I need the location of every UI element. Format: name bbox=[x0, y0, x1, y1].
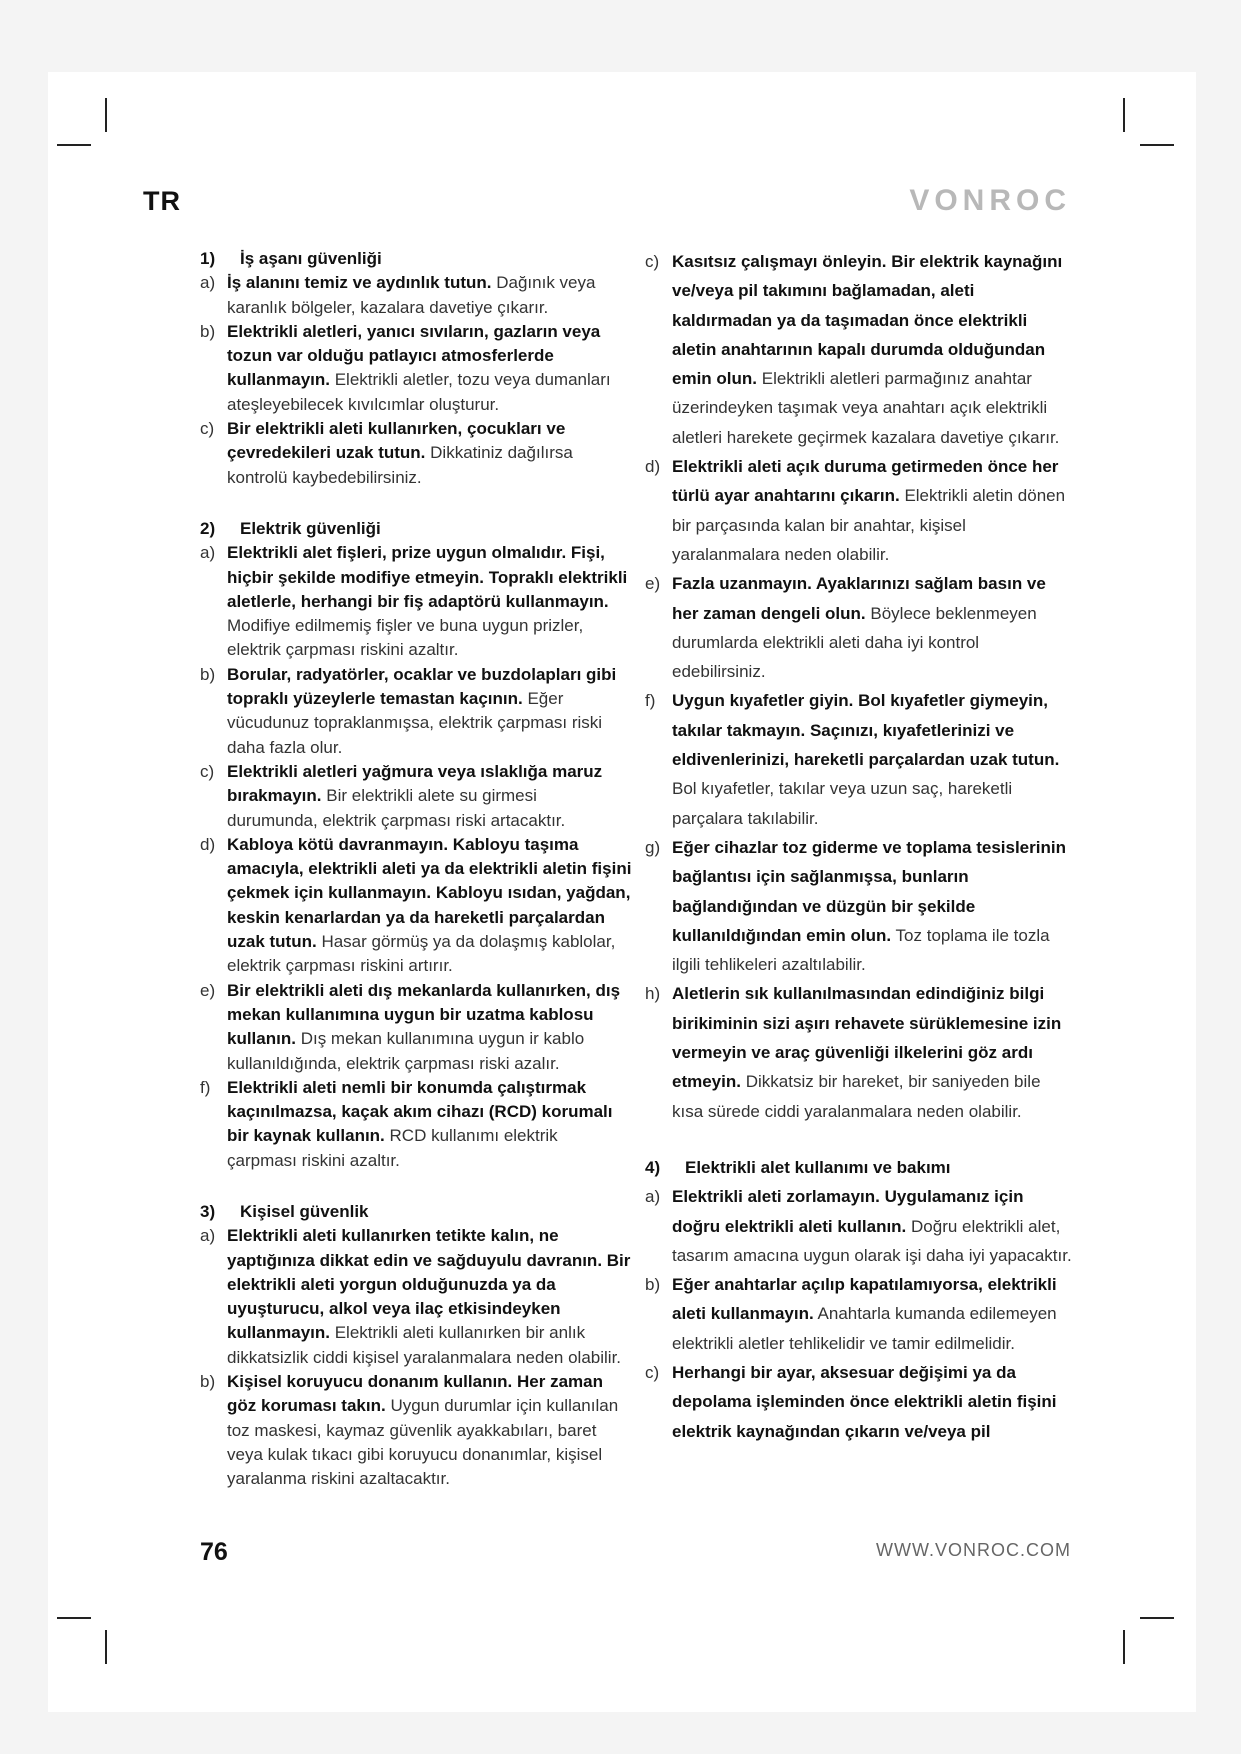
item-body bbox=[227, 320, 632, 417]
list-item bbox=[200, 417, 632, 490]
list-item bbox=[200, 271, 632, 320]
item-letter: f) bbox=[200, 1077, 211, 1097]
item-body bbox=[227, 1224, 632, 1370]
section bbox=[645, 247, 1073, 1126]
item-text: Elektrikli aletleri parmağınız anahtar üzerindeyken taşımak veya anahtarı açık elektrikli aletleri harekete geçirmek kazalara davetiye çıkarır. bbox=[672, 369, 1060, 447]
section-title-text: Elektrik güvenliği bbox=[240, 518, 381, 538]
item-bold-text: Elektrikli aleti nemli bir konumda çalıştırmak kaçınılmazsa, kaçak akım cihazı (RCD) korumalı bir kaynak kullanın. bbox=[227, 1077, 613, 1146]
item-text: Dağınık veya karanlık bölgeler, kazalara davetiye çıkarır. bbox=[227, 273, 596, 317]
list-item bbox=[645, 1358, 1073, 1446]
section-title-text: Kişisel güvenlik bbox=[240, 1201, 369, 1221]
section-number: 4) bbox=[645, 1157, 661, 1177]
item-bold-text: İş alanını temiz ve aydınlık tutun. bbox=[227, 273, 492, 293]
item-text: Modifiye edilmemiş fişler ve buna uygun prizler, elektrik çarpması riskini azaltır. bbox=[227, 616, 584, 660]
item-text: Elektrikli aletin dönen bir parçasında kalan bir anahtar, kişisel yaralanmalara neden olabilir. bbox=[672, 486, 1066, 564]
crop-mark-bottom-right-v bbox=[1123, 1630, 1125, 1664]
item-letter: b) bbox=[645, 1275, 661, 1295]
section-number: 1) bbox=[200, 249, 216, 268]
section-number: 3) bbox=[200, 1201, 216, 1221]
crop-mark-top-right-h bbox=[1140, 144, 1174, 146]
right-column bbox=[645, 247, 1073, 1473]
item-body bbox=[672, 1358, 1073, 1446]
item-body bbox=[672, 686, 1073, 832]
item-bold-text: Borular, radyatörler, ocaklar ve buzdolapları gibi topraklı yüzeylerle temastan kaçının. bbox=[227, 664, 617, 709]
crop-mark-bottom-left-h bbox=[57, 1617, 91, 1619]
item-letter: c) bbox=[200, 419, 215, 439]
item-text: Böylece beklenmeyen durumlarda elektrikli aleti daha iyi kontrol edebilirsiniz. bbox=[672, 603, 1037, 682]
item-text: Elektrikli aleti kullanırken bir anlık dikkatsizlik ciddi kişisel yaralanmalara neden olabilir. bbox=[227, 1323, 622, 1367]
footer-url[interactable]: WWW.VONROC.COM bbox=[876, 1540, 1071, 1560]
item-bold-text: Bir elektrikli aleti kullanırken, çocukları ve çevredekileri uzak tutun. bbox=[227, 419, 566, 463]
item-letter: a) bbox=[200, 273, 216, 293]
item-body bbox=[672, 833, 1073, 979]
section-title bbox=[200, 517, 632, 541]
list-item bbox=[645, 833, 1073, 979]
item-letter: g) bbox=[645, 837, 661, 857]
item-body bbox=[227, 417, 632, 490]
language-code: TR bbox=[143, 186, 181, 216]
crop-mark-bottom-left-v bbox=[105, 1630, 107, 1664]
item-bold-text: Elektrikli aletleri yağmura veya ıslaklığa maruz bırakmayın. bbox=[227, 761, 603, 806]
section bbox=[200, 1200, 632, 1492]
left-column bbox=[200, 247, 632, 1519]
item-letter: c) bbox=[200, 761, 215, 781]
item-text: RCD kullanımı elektrik çarpması riskini azaltır. bbox=[227, 1126, 558, 1170]
list-item bbox=[200, 979, 632, 1076]
crop-mark-top-left-h bbox=[57, 144, 91, 146]
list-item bbox=[645, 1182, 1073, 1270]
brand-logo: VONROC bbox=[909, 184, 1071, 217]
item-bold-text: Eğer anahtarlar açılıp kapatılamıyorsa, elektrikli aleti kullanmayın. bbox=[672, 1275, 1057, 1324]
list-item bbox=[200, 1370, 632, 1491]
item-body bbox=[672, 1270, 1073, 1358]
item-body bbox=[227, 271, 632, 320]
item-bold-text: Uygun kıyafetler giyin. Bol kıyafetler giymeyin, takılar takmayın. Saçınızı, kıyafetlerinizi ve eldivenlerinizi, hareketli parçalardan uzak tutun. bbox=[672, 691, 1060, 770]
list-item bbox=[200, 1076, 632, 1173]
item-letter: b) bbox=[200, 664, 216, 684]
section-number: 2) bbox=[200, 518, 216, 538]
item-body bbox=[227, 979, 632, 1076]
item-body bbox=[672, 569, 1073, 686]
item-bold-text: Elektrikli aleti açık duruma getirmeden önce her türlü ayar anahtarını çıkarın. bbox=[672, 457, 1059, 506]
item-bold-text: Aletlerin sık kullanılmasından edindiğiniz bilgi birikiminin sizi aşırı rehavete sürüklemesine izin vermeyin ve araç güvenliği ilkelerini göz ardı etmeyin. bbox=[672, 984, 1062, 1092]
item-letter: c) bbox=[645, 252, 660, 271]
list-item bbox=[645, 686, 1073, 832]
list-item bbox=[645, 979, 1073, 1125]
item-bold-text: Herhangi bir ayar, aksesuar değişimi ya da depolama işleminden önce elektrikli aletin fişini elektrik kaynağından çıkarın ve/veya pil bbox=[672, 1362, 1057, 1441]
item-bold-text: Kişisel koruyucu donanım kullanın. Her zaman göz koruması takın. bbox=[227, 1372, 603, 1416]
item-body bbox=[227, 1370, 632, 1491]
list-item bbox=[200, 1224, 632, 1370]
list-item bbox=[200, 541, 632, 662]
item-text: Hasar görmüş ya da dolaşmış kablolar, elektrik çarpması riskini artırır. bbox=[227, 932, 616, 976]
item-text: Dikkatiniz dağılırsa kontrolü kaybedebilirsiniz. bbox=[227, 443, 573, 487]
item-text: Dikkatsiz bir hareket, bir saniyeden bile kısa sürede ciddi yaralanmalara neden olabilir. bbox=[672, 1072, 1041, 1121]
item-letter: c) bbox=[645, 1362, 660, 1382]
crop-mark-bottom-right-h bbox=[1140, 1617, 1174, 1619]
list-item bbox=[645, 452, 1073, 569]
item-text: Dış mekan kullanımına uygun ir kablo kullanıldığında, elektrik çarpması riski azalır. bbox=[227, 1029, 585, 1073]
item-bold-text: Elektrikli aleti zorlamayın. Uygulamanız için doğru elektrikli aleti kullanın. bbox=[672, 1187, 1024, 1236]
item-text: Elektrikli aletler, tozu veya dumanları ateşleyebilecek kıvılcımlar oluşturur. bbox=[227, 370, 611, 414]
item-body bbox=[672, 452, 1073, 569]
item-body bbox=[227, 541, 632, 662]
item-letter: b) bbox=[200, 321, 216, 341]
item-body bbox=[672, 979, 1073, 1125]
item-letter: d) bbox=[645, 457, 661, 477]
item-bold-text: Elektrikli aletleri, yanıcı sıvıların, gazların veya tozun var olduğu patlayıcı atmosferlerde kullanmayın. bbox=[227, 321, 601, 390]
list-item bbox=[200, 663, 632, 760]
list-item bbox=[200, 760, 632, 833]
item-bold-text: Elektrikli alet fişleri, prize uygun olmalıdır. Fişi, hiçbir şekilde modifiye etmeyin. Topraklı elektrikli aletlerle, herhangi bir fiş adaptörü kullanmayın. bbox=[227, 543, 628, 611]
item-text: Anahtarla kumanda edilemeyen elektrikli aletler tehlikelidir ve tamir edilmelidir. bbox=[672, 1304, 1057, 1353]
item-body bbox=[227, 663, 632, 760]
item-text: Eğer vücudunuz topraklanmışsa, elektrik çarpması riski daha fazla olur. bbox=[227, 689, 603, 757]
item-letter: h) bbox=[645, 984, 661, 1004]
item-letter: a) bbox=[200, 1226, 216, 1246]
item-letter: b) bbox=[200, 1372, 216, 1392]
list-item bbox=[645, 569, 1073, 686]
item-body bbox=[227, 760, 632, 833]
item-letter: e) bbox=[200, 980, 216, 1000]
item-text: Bir elektrikli alete su girmesi durumunda, elektrik çarpması riski artacaktır. bbox=[227, 786, 566, 830]
item-body bbox=[227, 833, 632, 979]
list-item bbox=[645, 1270, 1073, 1358]
item-letter: d) bbox=[200, 834, 216, 854]
section bbox=[645, 1153, 1073, 1446]
crop-mark-top-right-v bbox=[1123, 98, 1125, 132]
section-title-text: Elektrikli alet kullanımı ve bakımı bbox=[685, 1157, 951, 1177]
item-body bbox=[227, 1076, 632, 1173]
item-bold-text: Kasıtsız çalışmayı önleyin. Bir elektrik kaynağını ve/veya pil takımını bağlamadan, aleti kaldırmadan ya da taşımadan önce elektrikli aletin anahtarının kapalı durumda olduğundan emin olun. bbox=[672, 252, 1063, 389]
list-item bbox=[200, 833, 632, 979]
item-text: Toz toplama ile tozla ilgili tehlikeleri azaltılabilir. bbox=[672, 925, 1050, 975]
section bbox=[200, 247, 632, 490]
item-letter: f) bbox=[645, 691, 656, 711]
item-bold-text: Eğer cihazlar toz giderme ve toplama tesislerinin bağlantısı için sağlanmışsa, bunların bağlandığından ve düzgün bir şekilde kullanıldığından emin olun. bbox=[672, 837, 1066, 945]
item-text: Bol kıyafetler, takılar veya uzun saç, hareketli parçalara takılabilir. bbox=[672, 779, 1013, 828]
item-text: Uygun durumlar için kullanılan toz maskesi, kaymaz güvenlik ayakkabıları, baret veya kulak tıkacı gibi koruyucu donanımlar, kişisel yaralanma riskini azaltacaktır. bbox=[227, 1396, 619, 1489]
section-title-text: İş aşanı güvenliği bbox=[240, 249, 382, 268]
item-body bbox=[672, 1182, 1073, 1270]
page-number: 76 bbox=[200, 1538, 228, 1566]
item-letter: a) bbox=[645, 1187, 661, 1207]
item-bold-text: Kabloya kötü davranmayın. Kabloyu taşıma amacıyla, elektrikli aleti ya da elektrikli aletin fişini çekmek için kullanmayın. Kabloyu ısıdan, yağdan, keskin kenarlardan ya da hareketli parçalardan uzak tutun. bbox=[227, 834, 632, 952]
item-bold-text: Elektrikli aleti kullanırken tetikte kalın, ne yaptığınıza dikkat edin ve sağduyulu davranın. Bir elektrikli aleti yorgun olduğunuzda ya da uyuşturucu, alkol veya ilaç etkisindeyken kullanmayın. bbox=[227, 1226, 631, 1343]
item-letter: a) bbox=[200, 543, 216, 563]
section-title bbox=[200, 247, 632, 271]
list-item bbox=[645, 247, 1073, 452]
section bbox=[200, 517, 632, 1173]
item-letter: e) bbox=[645, 574, 661, 594]
section-title bbox=[200, 1200, 632, 1224]
section-title bbox=[645, 1153, 1073, 1182]
item-bold-text: Bir elektrikli aleti dış mekanlarda kullanırken, dış mekan kullanımına uygun bir uzatma kablosu kullanın. bbox=[227, 980, 621, 1049]
crop-mark-top-left-v bbox=[105, 98, 107, 132]
item-body bbox=[672, 247, 1073, 452]
item-text: Doğru elektrikli alet, tasarım amacına uygun olarak işi daha iyi yapacaktır. bbox=[672, 1216, 1072, 1265]
list-item bbox=[200, 320, 632, 417]
item-bold-text: Fazla uzanmayın. Ayaklarınızı sağlam basın ve her zaman dengeli olun. bbox=[672, 574, 1046, 623]
